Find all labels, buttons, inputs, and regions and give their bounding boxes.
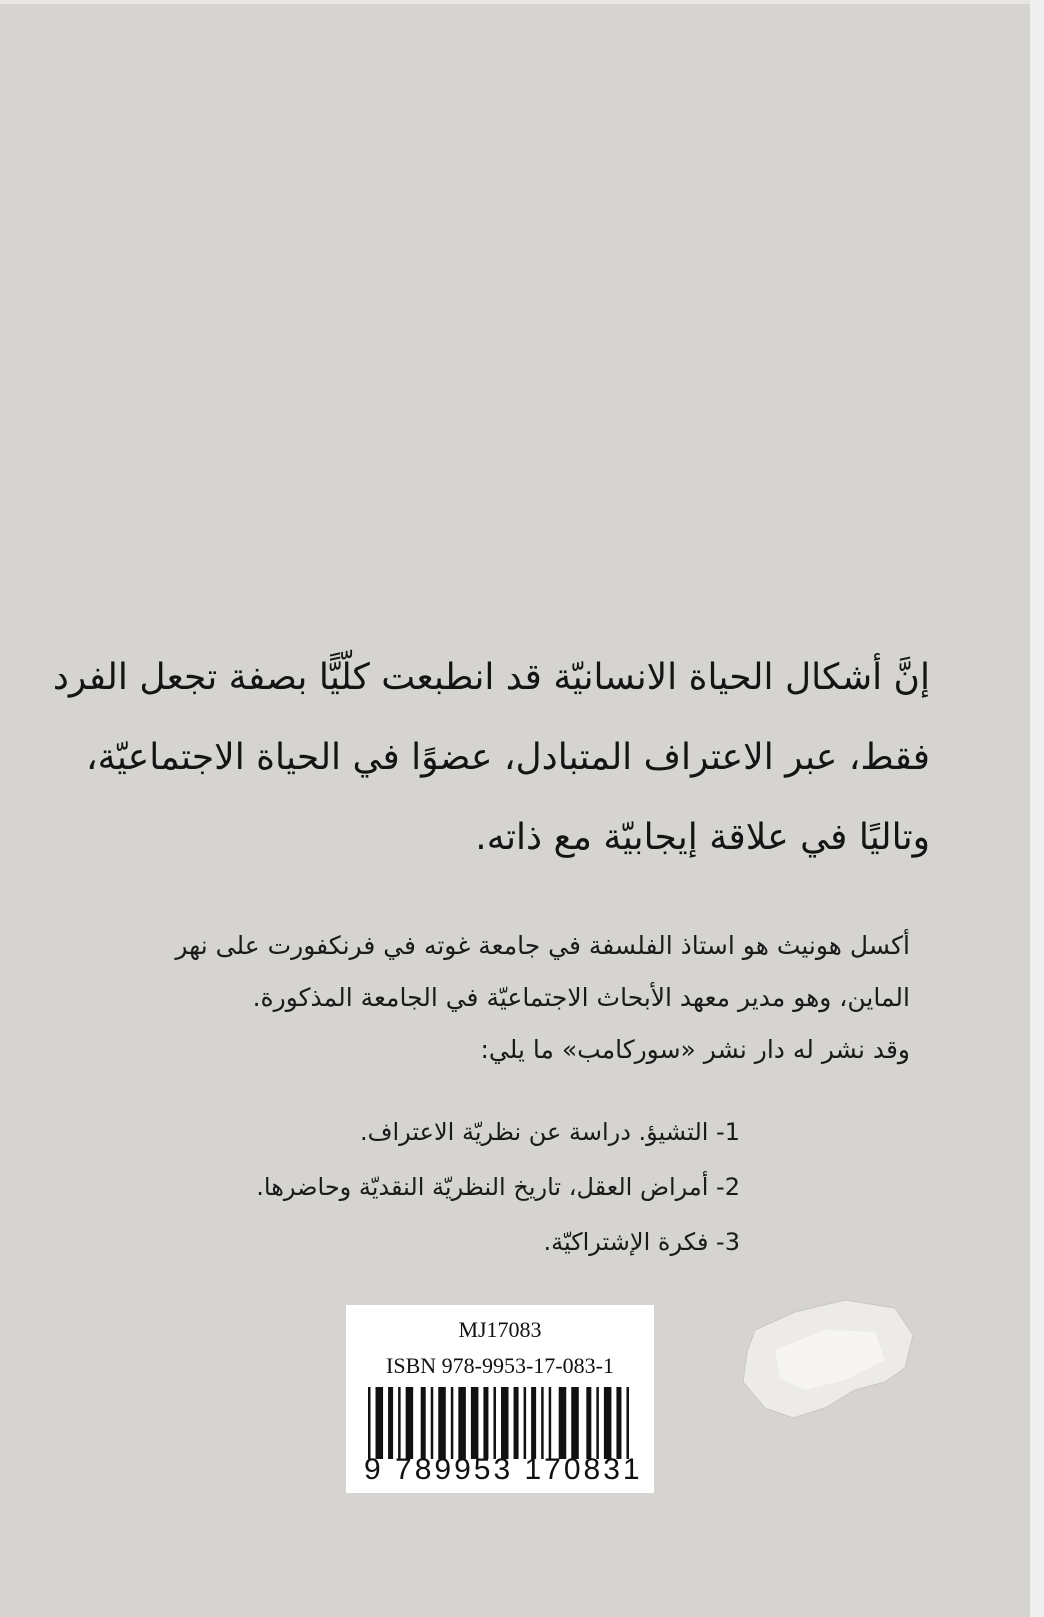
works-list-item: 1- التشيؤ. دراسة عن نظريّة الاعتراف. [360,1118,740,1146]
cover-top-edge [0,0,1044,4]
barcode-digits: 9 789953 170831 [364,1453,643,1486]
bio-line: وقد نشر له دار نشر «سوركامب» ما يلي: [480,1035,910,1064]
product-code: MJ17083 [458,1317,542,1342]
quote-line: إنَّ أشكال الحياة الانسانيّة قد انطبعت كلّيًّا بصفة تجعل الفرد [52,657,930,698]
works-list-item: 2- أمراض العقل، تاريخ النظريّة النقديّة وحاضرها. [256,1173,740,1201]
works-list-item: 3- فكرة الإشتراكيّة. [543,1228,740,1256]
cover-right-edge [1030,0,1044,1617]
author-bio [120,920,910,1076]
bio-line: الماين، وهو مدير معهد الأبحاث الاجتماعيّة في الجامعة المذكورة. [252,983,910,1012]
quote-line: وتاليًا في علاقة إيجابيّة مع ذاته. [475,817,930,858]
isbn-number: ISBN 978-9953-17-083-1 [386,1353,614,1378]
works-list [256,1105,740,1270]
bio-line: أكسل هونيث هو استاذ الفلسفة في جامعة غوته في فرنكفورت على نهر [175,931,910,960]
blurb-quote [52,638,930,878]
barcode-label [346,1305,654,1493]
quote-line: فقط، عبر الاعتراف المتبادل، عضوًا في الحياة الاجتماعيّة، [86,737,930,778]
torn-sticker-residue [735,1290,920,1430]
barcode-icon [368,1387,634,1459]
